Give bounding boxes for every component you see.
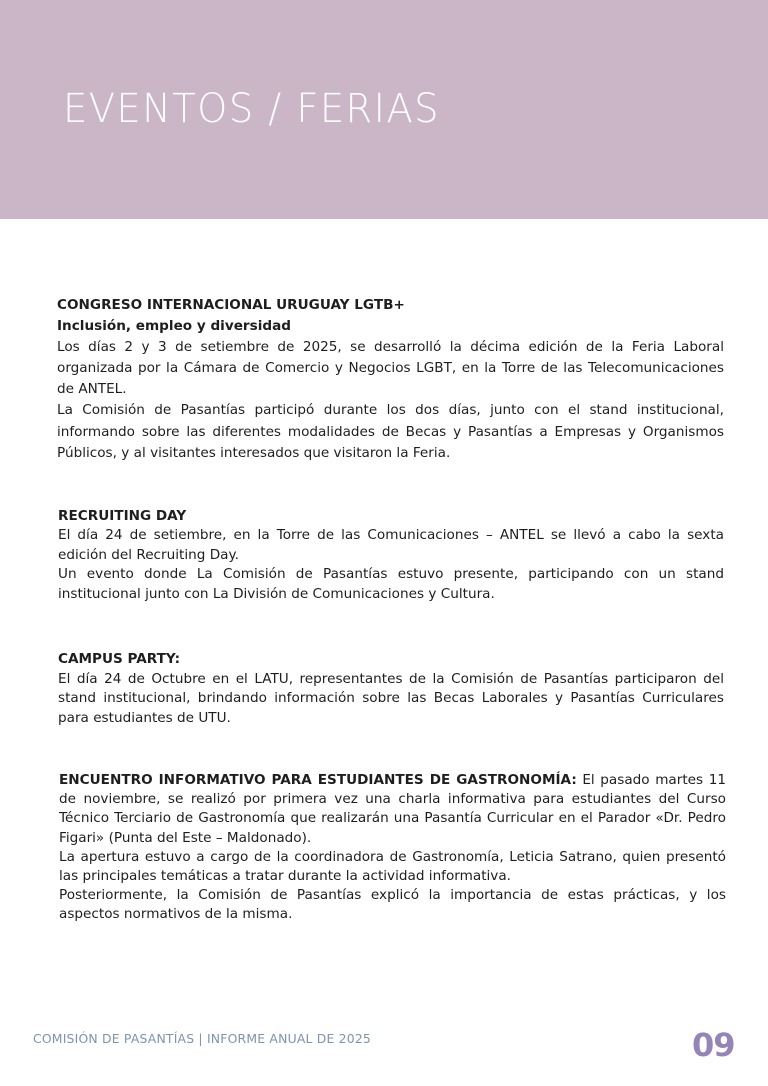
section-paragraph: La apertura estuvo a cargo de la coordinadora de Gastronomía, Leticia Satrano, quien presentó las principales temáticas a tratar durante la actividad informativa. [59, 848, 726, 885]
section-paragraph: La Comisión de Pasantías participó durante los dos días, junto con el stand institucional, informando sobre las diferentes modalidades de Becas y Pasantías a Empresas y Organismos Públicos, y al visitantes interesados que visitaron la Feria. [57, 402, 724, 461]
section-encuentro-gastronomia [59, 771, 726, 925]
section-paragraph: Un evento donde La Comisión de Pasantías estuvo presente, participando con un stand institucional junto con La División de Comunicaciones y Cultura. [58, 566, 724, 602]
section-title: CAMPUS PARTY: [58, 651, 181, 667]
section-title: ENCUENTRO INFORMATIVO PARA ESTUDIANTES DE GASTRONOMÍA: [59, 772, 577, 788]
section-title: CONGRESO INTERNACIONAL URUGUAY LGTB+ [57, 297, 405, 313]
footer-text: COMISIÓN DE PASANTÍAS | INFORME ANUAL DE 2025 [33, 1031, 371, 1046]
section-paragraph: El día 24 de setiembre, en la Torre de las Comunicaciones – ANTEL se llevó a cabo la sexta edición del Recruiting Day. [58, 527, 724, 563]
section-lead-paragraph [59, 771, 726, 848]
section-lead-text: El pasado martes 11 de noviembre, se realizó por primera vez una charla informativa para estudiantes del Curso Técnico Terciario de Gastronomía que realizarán una Pasantía Curricular en el Parador «Dr. Pedro Figari» (Punta del Este – Maldonado). [59, 772, 727, 846]
section-recruiting-day [58, 507, 724, 604]
section-congreso-lgtb [57, 295, 724, 464]
section-subtitle: Inclusión, empleo y diversidad [57, 318, 292, 335]
page-number: 09 [692, 1026, 735, 1064]
section-campus-party [58, 650, 724, 728]
section-paragraph: Los días 2 y 3 de setiembre de 2025, se desarrolló la décima edición de la Feria Laboral organizada por la Cámara de Comercio y Negocios LGBT, en la Torre de las Telecomunicaciones de ANTEL. [57, 339, 724, 398]
header-band [0, 0, 768, 219]
section-paragraph: Posteriormente, la Comisión de Pasantías explicó la importancia de estas prácticas, y los aspectos normativos de la misma. [59, 887, 726, 923]
page-title: EVENTOS / FERIAS [63, 86, 440, 132]
section-title: RECRUITING DAY [58, 508, 187, 524]
section-paragraph: El día 24 de Octubre en el LATU, representantes de la Comisión de Pasantías participaron del stand institucional, brindando información sobre las Becas Laborales y Pasantías Curriculares para estudiantes de UTU. [58, 670, 724, 726]
